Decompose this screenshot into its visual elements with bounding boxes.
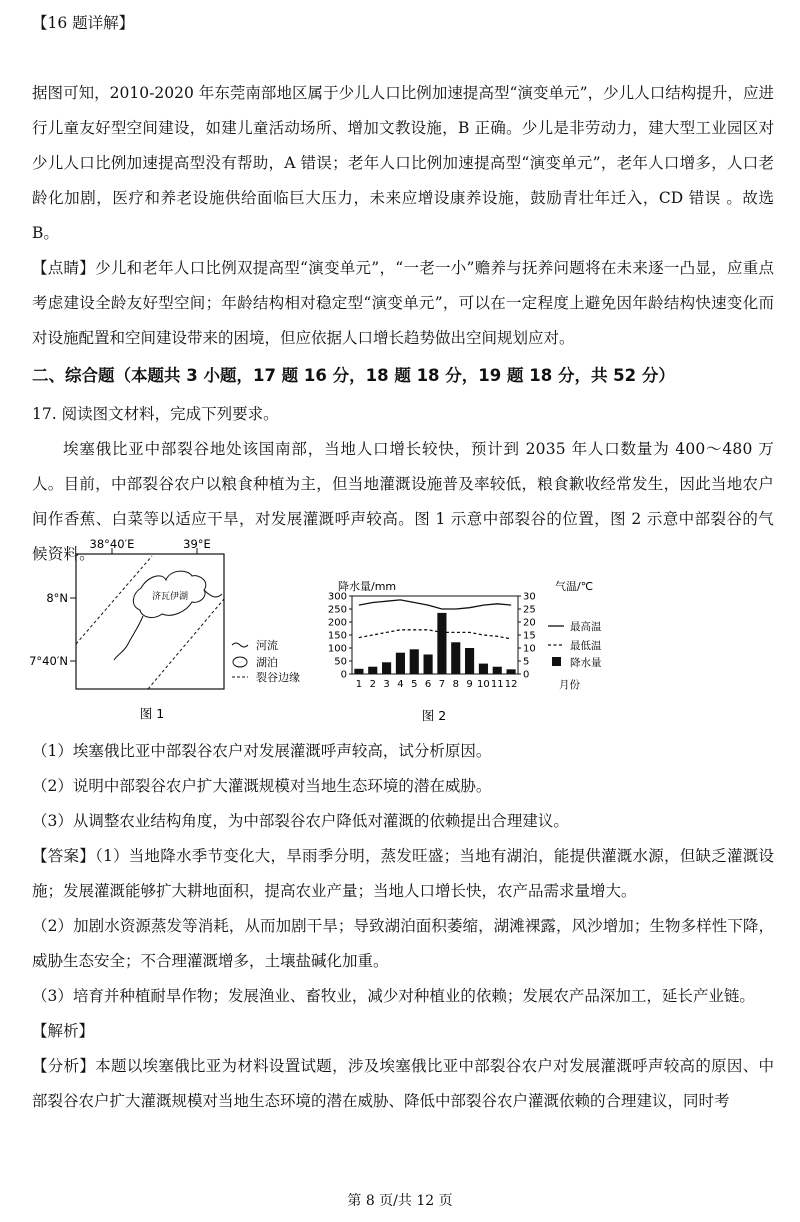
y2-axis-tick-label: 0 (523, 669, 530, 681)
q17-subquestion-3: （3）从调整农业结构角度，为中部裂谷农户降低对灌溉的依赖提出合理建议。 (32, 812, 569, 830)
q17-answer-1: 【答案】（1）当地降水季节变化大，旱雨季分明，蒸发旺盛；当地有湖泊，能提供灌溉水源，但缺乏灌溉设施；发展灌溉能够扩大耕地面积，提高农业产量；当地人口增长快，农产品需求量增大。 (32, 847, 774, 900)
max-temp-line (359, 600, 511, 609)
q17-subquestion-2: （2）说明中部裂谷农户扩大灌溉规模对当地生态环境的潜在威胁。 (32, 777, 492, 795)
figure-1-caption: 图 1 (139, 706, 165, 721)
longitude-label-1: 38°40′E (89, 537, 135, 551)
y2-axis-tick-label: 30 (523, 591, 536, 603)
x-axis-tick-label: 11 (490, 679, 504, 690)
min-temp-line (359, 630, 511, 639)
river-line (204, 590, 222, 597)
x-axis-tick-label: 4 (397, 679, 404, 690)
x-axis-tick-label: 9 (466, 679, 473, 690)
y2-axis-tick-label: 10 (523, 643, 536, 655)
precip-bar-month-9 (465, 648, 474, 674)
x-axis-tick-label: 3 (383, 679, 390, 690)
y2-axis-tick-label: 25 (523, 604, 536, 616)
q17-subquestion-1: （1）埃塞俄比亚中部裂谷农户对发展灌溉呼声较高，试分析原因。 (32, 742, 492, 760)
legend-precip-symbol (552, 657, 561, 666)
precip-bar-month-5 (410, 649, 419, 674)
precip-bar-month-12 (507, 669, 516, 674)
q16-heading: 【16 题详解】 (32, 14, 135, 32)
y2-axis-tick-label: 15 (523, 630, 536, 642)
legend-rift-label: 裂谷边缘 (256, 671, 300, 684)
longitude-label-2: 39°E (183, 537, 211, 551)
precip-bar-month-3 (382, 662, 391, 674)
precip-bar-month-1 (354, 669, 363, 674)
legend-lake-label: 湖泊 (256, 656, 278, 669)
q17-stem: 17. 阅读图文材料，完成下列要求。 (32, 405, 279, 423)
precip-bar-month-2 (368, 667, 377, 674)
y2-axis-tick-label: 20 (523, 617, 536, 629)
y2-axis-tick-label: 5 (523, 656, 530, 668)
figure-1-map (29, 536, 330, 724)
q16-explanation: 据图可知，2010-2020 年东莞南部地区属于少儿人口比例加速提高型“演变单元”，少儿人口结构提升，应进行儿童友好型空间建设，如建儿童活动场所、增加文教设施，B 正确。少儿是非劳动力，建大型工业园区对少儿人口比例加速提高型没有帮助，A 错误；老年人口比例加速提高型“演变单元”，老年人口增多，人口老龄化加剧，医疗和养老设施供给面临巨大压力，未来应增设康养设施，鼓励青壮年迁入，CD 错误 。故选 B。 (32, 84, 774, 242)
q17-answer-2: （2）加剧水资源蒸发等消耗，从而加剧干旱；导致湖泊面积萎缩，湖滩裸露，风沙增加；生物多样性下降，威胁生态安全；不合理灌溉增多，土壤盐碱化加重。 (32, 917, 774, 970)
chart-x-axis-label: 月份 (559, 679, 580, 691)
x-axis-tick-label: 8 (452, 679, 459, 690)
y-axis-tick-label: 250 (327, 604, 347, 616)
figure-2-caption: 图 2 (421, 708, 447, 723)
legend-min-temp-label: 最低温 (570, 640, 602, 652)
q17-analysis-label: 【解析】 (32, 1022, 95, 1040)
y-axis-tick-label: 100 (327, 643, 347, 655)
legend-precip-label: 降水量 (570, 657, 602, 669)
lake-label: 济瓦伊湖 (151, 592, 189, 602)
y-axis-tick-label: 300 (327, 591, 347, 603)
q17-answer-3: （3）培育并种植耐旱作物；发展渔业、畜牧业，减少对种植业的依赖；发展农产品深加工，延长产业链。 (32, 987, 755, 1005)
figure-2-climate-chart (322, 570, 622, 723)
x-axis-tick-label: 2 (369, 679, 376, 690)
x-axis-tick-label: 10 (477, 679, 490, 690)
q16-pointing: 【点睛】少儿和老年人口比例双提高型“演变单元”，“一老一小”赡养与抚养问题将在未来逐一凸显，应重点考虑建设全龄友好型空间；年龄结构相对稳定型“演变单元”，可以在一定程度上避免因年龄结构快速变化而对设施配置和空间建设带来的困境，但应依据人口增长趋势做出空间规划应对。 (32, 259, 774, 347)
river-line (114, 616, 143, 660)
y-axis-tick-label: 50 (334, 656, 347, 668)
section-2-title: 二、综合题（本题共 3 小题，17 题 16 分，18 题 18 分，19 题 18 分，共 52 分） (32, 366, 675, 385)
precip-bar-month-10 (479, 664, 488, 674)
precip-bar-month-6 (424, 655, 433, 675)
legend-max-temp-label: 最高温 (570, 621, 602, 633)
lake-legend-symbol (233, 657, 247, 667)
latitude-label-1: 8°N (46, 591, 68, 605)
latitude-label-2: 7°40′N (29, 654, 68, 668)
precip-bar-month-11 (493, 667, 502, 674)
y-axis-tick-label: 0 (340, 669, 347, 681)
precip-bar-month-4 (396, 653, 405, 674)
q17-material: 埃塞俄比亚中部裂谷地处该国南部，当地人口增长较快，预计到 2035 年人口数量为 400～480 万人。目前，中部裂谷农户以粮食种植为主，但当地灌溉设施普及率较低，粮食歉收经常发生，因此当地农户间作香蕉、白菜等以适应干旱，对发展灌溉呼声较高。图 1 示意中部裂谷的位置，图 2 示意中部裂谷的气候资料。 (32, 440, 774, 563)
x-axis-tick-label: 7 (438, 679, 446, 690)
precip-bar-month-8 (451, 642, 460, 674)
y-axis-tick-label: 200 (327, 617, 347, 629)
chart-y2-axis-label: 气温/℃ (555, 580, 594, 593)
y-axis-tick-label: 150 (327, 630, 347, 642)
chart-y-axis-label: 降水量/mm (338, 580, 397, 593)
precip-bar-month-7 (437, 613, 446, 674)
page-footer: 第 8 页/共 12 页 (347, 1193, 453, 1209)
x-axis-tick-label: 6 (424, 679, 432, 690)
x-axis-tick-label: 1 (355, 679, 363, 690)
x-axis-tick-label: 12 (504, 679, 518, 690)
legend-river-label: 河流 (256, 639, 278, 652)
q17-analysis: 【分析】本题以埃塞俄比亚为材料设置试题，涉及埃塞俄比亚中部裂谷农户对发展灌溉呼声较高的原因、中部裂谷农户扩大灌溉规模对当地生态环境的潜在威胁、降低中部裂谷农户灌溉依赖的合理建议，同时考 (32, 1057, 774, 1110)
x-axis-tick-label: 5 (411, 679, 418, 690)
river-legend-symbol (232, 643, 248, 647)
